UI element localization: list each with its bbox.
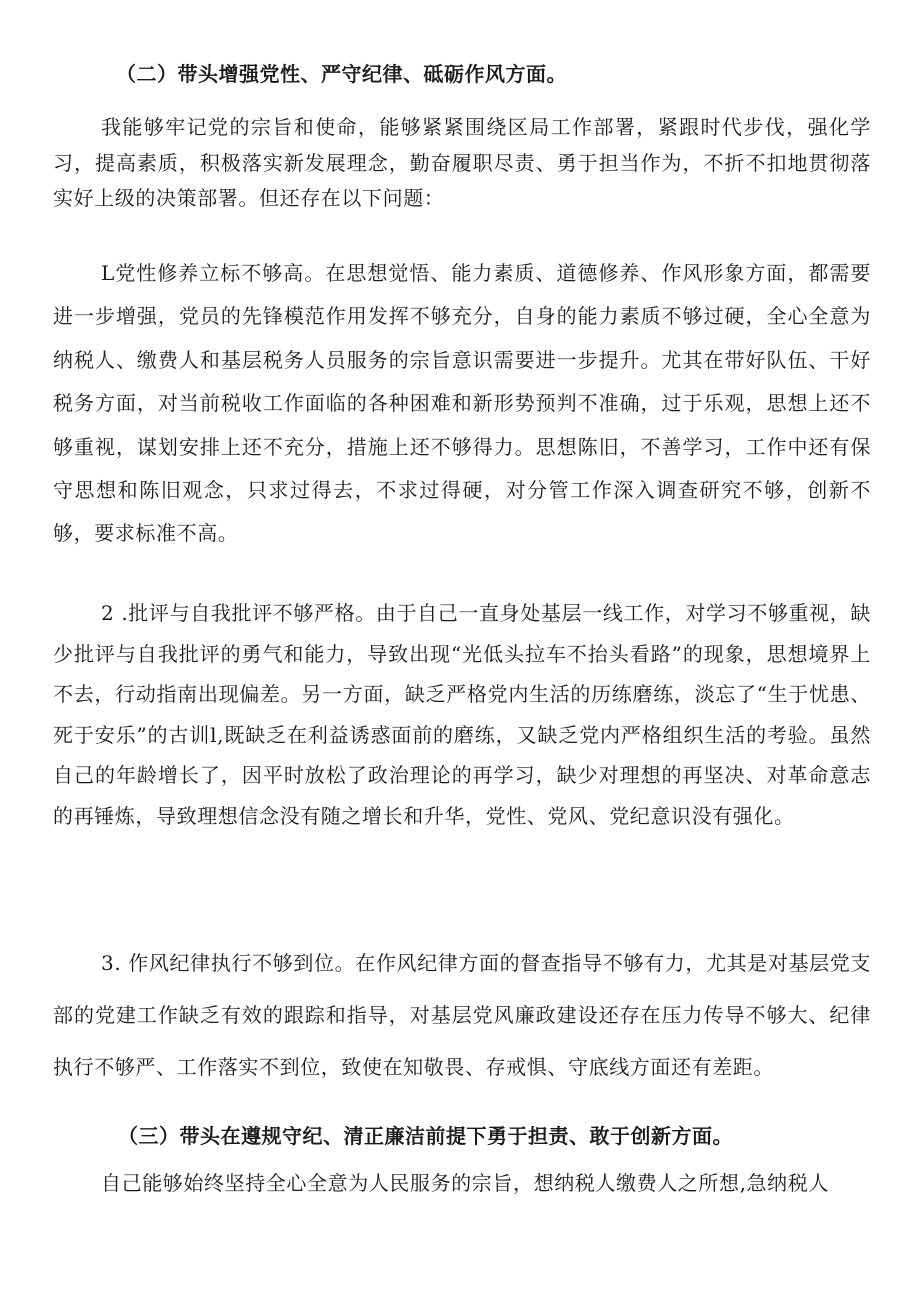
problem-item-1: L党性修养立标不够高。在思想觉悟、能力素质、道德修养、作风形象方面，都需要进一步增强，党员的先锋模范作用发挥不够充分，自身的能力素质不够过硬，全心全意为纳税人、缴费人和基层税务人员服务的宗旨意识需要进一步提升。尤其在带好队伍、干好税务方面，对当前税收工作面临的各种困难和新形势预判不准确，过于乐观，思想上还不够重视，谋划安排上还不充分，措施上还不够得力。思想陈旧，不善学习，工作中还有保守思想和陈旧观念，只求过得去，不求过得硬，对分管工作深入调查研究不够，创新不够，要求标准不高。 xyxy=(53,261,871,546)
section-2-intro-paragraph: 我能够牢记党的宗旨和使命，能够紧紧围绕区局工作部署，紧跟时代步伐，强化学习，提高素质，积极落实新发展理念，勤奋履职尽责、勇于担当作为，不折不扣地贯彻落实好上级的决策部署。但还存在以下问题： xyxy=(53,115,871,210)
problem-item-3: 3. 作风纪律执行不够到位。在作风纪律方面的督查指导不够有力，尤其是对基层党支部的党建工作缺乏有效的跟踪和指导，对基层党风廉政建设还存在压力传导不够大、纪律执行不够严、工作落实不到位，致使在知敬畏、存戒惧、守底线方面还有差距。 xyxy=(53,951,871,1079)
problem-item-2: 2 .批评与自我批评不够严格。由于自己一直身处基层一线工作，对学习不够重视，缺少批评与自我批评的勇气和能力，导致出现“光低头拉车不抬头看路”的现象，思想境界上不去，行动指南出现偏差。另一方面，缺乏严格党内生活的历练磨练，淡忘了“生于忧患、死于安乐”的古训l,既缺乏在利益诱惑面前的磨练，又缺乏党内严格组织生活的考验。虽然自己的年龄增长了，因平时放松了政治理论的再学习，缺少对理想的再坚决、对革命意志的再锤炼，导致理想信念没有随之增长和升华，党性、党风、党纪意识没有强化。 xyxy=(53,601,871,828)
section-3-intro-paragraph: 自己能够始终坚持全心全意为人民服务的宗旨，想纳税人缴费人之所想,急纳税人 xyxy=(101,1171,829,1195)
section-2-heading: （二）带头增强党性、严守纪律、砥砺作风方面。 xyxy=(116,62,567,86)
section-3-heading: （三）带头在遵规守纪、清正廉洁前提下勇于担责、敢于创新方面。 xyxy=(118,1124,733,1148)
